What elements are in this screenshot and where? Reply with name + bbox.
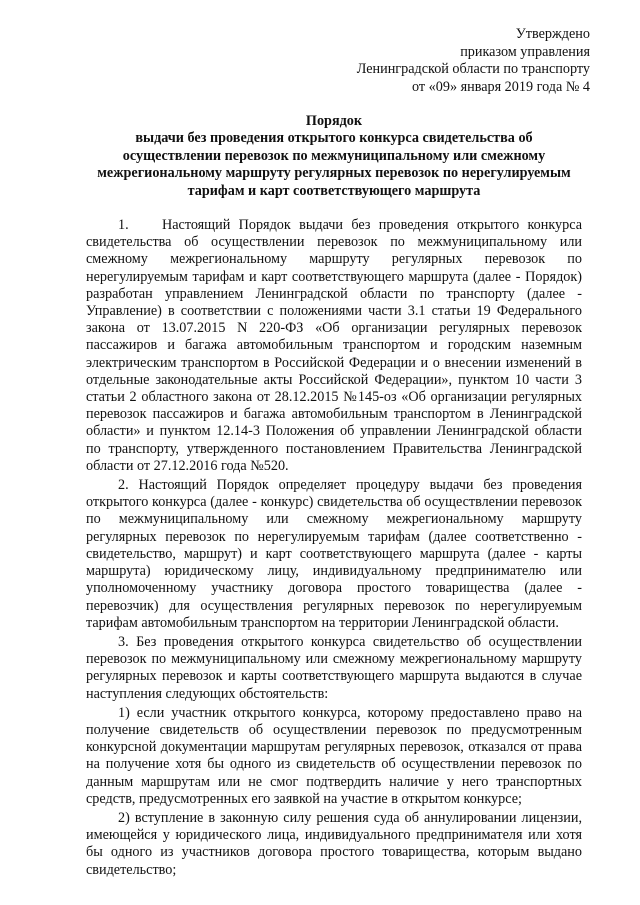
paragraph-2: 2. Настоящий Порядок определяет процедуру выдачи без проведения открытого конкурса (далее - конкурс) свидетельства об осуществлении перевозок по межмуниципальному или смежному межрегиональному маршруту регулярных перевозок по нерегулируемым тарифам (далее соответственно - свидетельство, маршрут) и карт соответствующего маршрута (далее - карты маршрута) юридическому лицу, индивидуальному предпринимателю или уполномоченному участнику договора простого товарищества (далее - перевозчик) для осуществления регулярных перевозок по нерегулируемым тарифам автомобильным транспортом на территории Ленинградской области. bbox=[86, 477, 582, 631]
document-title bbox=[86, 113, 582, 200]
paragraph-3: 3. Без проведения открытого конкурса свидетельство об осуществлении перевозок по межмуниципальному или смежному межрегиональному маршруту регулярных перевозок и карты соответствующего маршрута выдаются в случае наступления следующих обстоятельств: bbox=[86, 633, 582, 702]
title-line-4: межрегиональному маршруту регулярных перевозок по нерегулируемым bbox=[97, 165, 571, 182]
paragraph-3-item-1: 1) если участник открытого конкурса, которому предоставлено право на получение свидетельств об осуществлении перевозок по предусмотренным конкурсной документации маршрутам регулярных перевозок, отказался от права на получение хотя бы одного из свидетельств об осуществлении перевозок по данным маршрутам или не смог подтвердить наличие у него транспортных средств, предусмотренных его заявкой на участие в открытом конкурсе; bbox=[86, 704, 582, 807]
document-body bbox=[86, 217, 582, 879]
approval-stamp bbox=[86, 26, 590, 96]
approval-line-4: от «09» января 2019 года № 4 bbox=[412, 78, 590, 95]
title-line-3: осуществлении перевозок по межмуниципальному или смежному bbox=[122, 147, 546, 164]
approval-line-3: Ленинградской области по транспорту bbox=[356, 61, 590, 77]
approval-line-2: приказом управления bbox=[460, 43, 590, 60]
title-line-2: выдачи без проведения открытого конкурса свидетельства об bbox=[135, 130, 533, 147]
approval-line-1: Утверждено bbox=[515, 26, 590, 42]
title-line-5: тарифам и карт соответствующего маршрута bbox=[187, 182, 481, 199]
paragraph-1: 1. Настоящий Порядок выдачи без проведения открытого конкурса свидетельства об осуществлении перевозок по межмуниципальному или смежному межрегиональному маршруту регулярных перевозок по нерегулируемым тарифам и карт соответствующего маршрута (далее - Порядок) разработан управлением Ленинградской области по транспорту (далее - Управление) в соответствии с положениями части 3.1 статьи 19 Федерального закона от 13.07.2015 N 220-ФЗ «Об организации регулярных перевозок пассажиров и багажа автомобильным транспортом и городским наземным электрическим транспортом в Российской Федерации и о внесении изменений в отдельные законодательные акты Российской Федерации», пунктом 10 части 3 статьи 2 областного закона от 28.12.2015 №145-оз «Об организации регулярных перевозок пассажиров и багажа автомобильным транспортом в Ленинградской области» и пунктом 12.14-3 Положения об управлении Ленинградской области по транспорту, утвержденного постановлением Правительства Ленинградской области от 27.12.2016 года №520. bbox=[86, 217, 582, 474]
title-line-1: Порядок bbox=[305, 113, 363, 129]
paragraph-3-item-2: 2) вступление в законную силу решения суда об аннулировании лицензии, имеющейся у юридического лица, индивидуального предпринимателя или хотя бы одного из участников договора простого товарищества, которым выдано свидетельство; bbox=[86, 809, 582, 878]
